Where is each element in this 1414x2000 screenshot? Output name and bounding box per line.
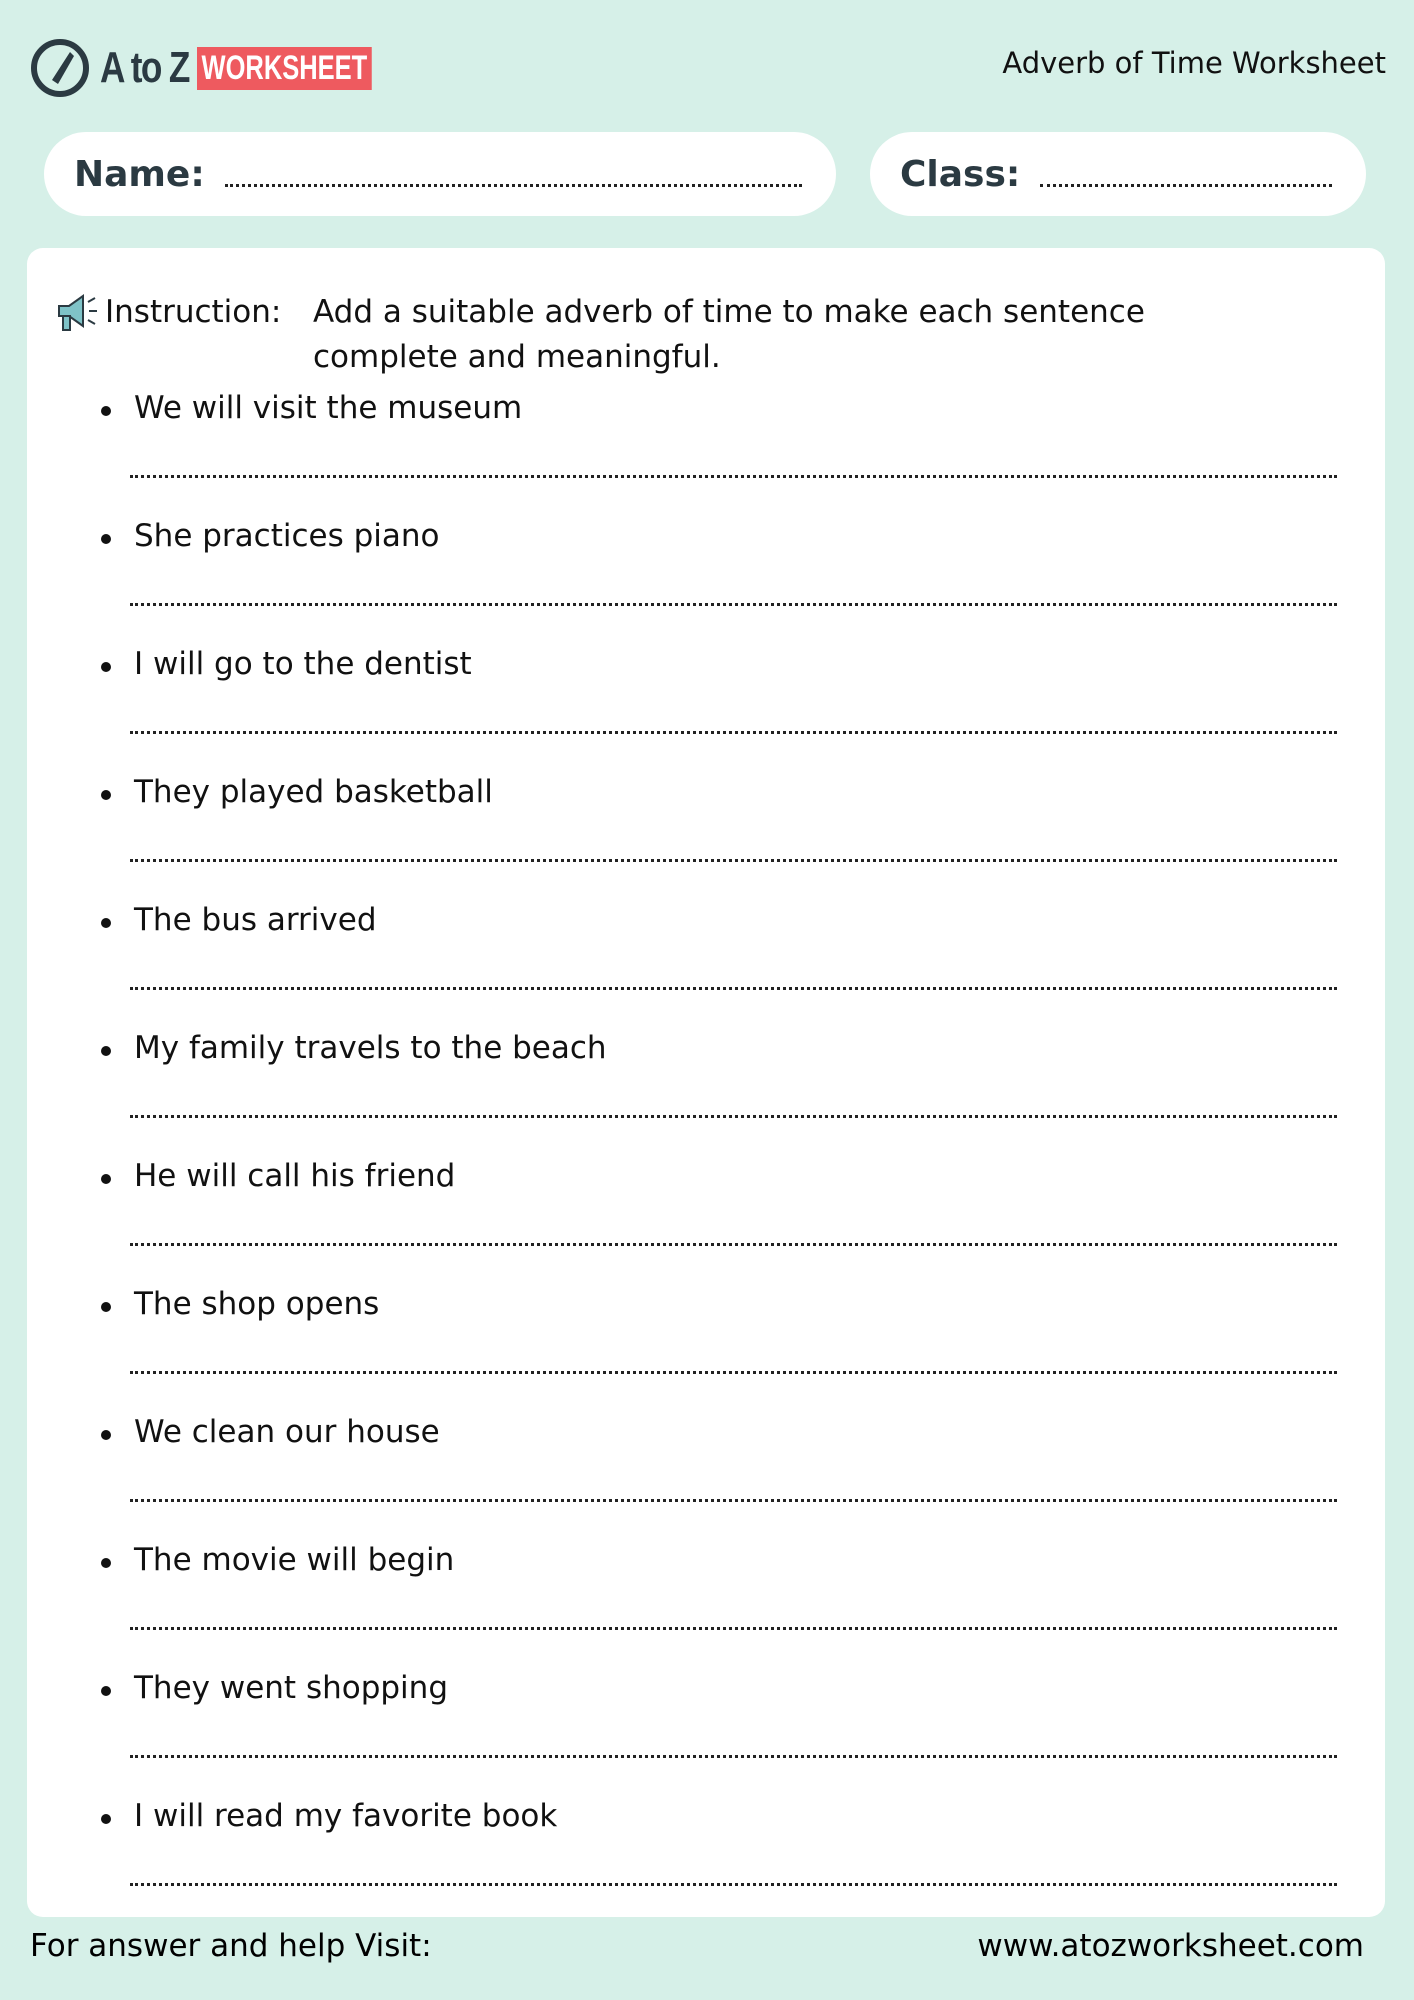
question-item xyxy=(27,1158,1385,1286)
footer-website-link[interactable]: www.atozworksheet.com xyxy=(977,1928,1364,1964)
question-item xyxy=(27,646,1385,774)
question-item xyxy=(27,518,1385,646)
name-line[interactable] xyxy=(225,184,802,187)
bullet xyxy=(101,1814,111,1824)
megaphone-icon xyxy=(55,290,105,380)
bullet xyxy=(101,1686,111,1696)
question-item xyxy=(27,390,1385,518)
question-item xyxy=(27,1030,1385,1158)
bullet xyxy=(101,1046,111,1056)
bullet xyxy=(101,406,111,416)
question-text: They went shopping xyxy=(134,1670,448,1706)
question-item xyxy=(27,1798,1385,1926)
answer-line[interactable] xyxy=(130,731,1337,734)
question-item xyxy=(27,1670,1385,1798)
instruction xyxy=(55,290,1233,380)
name-label: Name: xyxy=(74,153,205,195)
answer-line[interactable] xyxy=(130,859,1337,862)
answer-line[interactable] xyxy=(130,1883,1337,1886)
bullet xyxy=(101,1430,111,1440)
question-text: My family travels to the beach xyxy=(134,1030,607,1066)
question-text: The movie will begin xyxy=(134,1542,455,1578)
question-item xyxy=(27,1414,1385,1542)
answer-line[interactable] xyxy=(130,1371,1337,1374)
logo-badge: WORKSHEET xyxy=(197,47,372,90)
question-text: We will visit the museum xyxy=(134,390,523,426)
class-line[interactable] xyxy=(1040,184,1332,187)
instruction-text: Add a suitable adverb of time to make each sentence complete and meaningful. xyxy=(313,294,1145,375)
class-field[interactable] xyxy=(870,132,1366,216)
question-item xyxy=(27,902,1385,1030)
bullet xyxy=(101,1174,111,1184)
question-list xyxy=(27,390,1385,1926)
name-field[interactable] xyxy=(44,132,836,216)
answer-line[interactable] xyxy=(130,1243,1337,1246)
question-text: I will go to the dentist xyxy=(134,646,472,682)
question-text: The bus arrived xyxy=(134,902,377,938)
bullet xyxy=(101,1558,111,1568)
bullet xyxy=(101,534,111,544)
question-item xyxy=(27,774,1385,902)
answer-line[interactable] xyxy=(130,475,1337,478)
question-text: I will read my favorite book xyxy=(134,1798,558,1834)
bullet xyxy=(101,790,111,800)
worksheet-card xyxy=(27,248,1385,1917)
class-label: Class: xyxy=(900,153,1021,195)
question-text: She practices piano xyxy=(134,518,440,554)
question-text: He will call his friend xyxy=(134,1158,456,1194)
footer-help-text: For answer and help Visit: xyxy=(30,1928,432,1964)
answer-line[interactable] xyxy=(130,603,1337,606)
question-text: They played basketball xyxy=(134,774,493,810)
pen-logo-icon xyxy=(30,38,90,98)
bullet xyxy=(101,1302,111,1312)
question-text: The shop opens xyxy=(134,1286,380,1322)
logo-text: A to Z xyxy=(100,43,189,92)
answer-line[interactable] xyxy=(130,1755,1337,1758)
logo xyxy=(30,38,430,98)
worksheet-title: Adverb of Time Worksheet xyxy=(1002,46,1386,80)
answer-line[interactable] xyxy=(130,1499,1337,1502)
bullet xyxy=(101,662,111,672)
answer-line[interactable] xyxy=(130,1115,1337,1118)
question-text: We clean our house xyxy=(134,1414,440,1450)
answer-line[interactable] xyxy=(130,1627,1337,1630)
bullet xyxy=(101,918,111,928)
question-item xyxy=(27,1286,1385,1414)
answer-line[interactable] xyxy=(130,987,1337,990)
instruction-label: Instruction: xyxy=(105,294,282,330)
question-item xyxy=(27,1542,1385,1670)
